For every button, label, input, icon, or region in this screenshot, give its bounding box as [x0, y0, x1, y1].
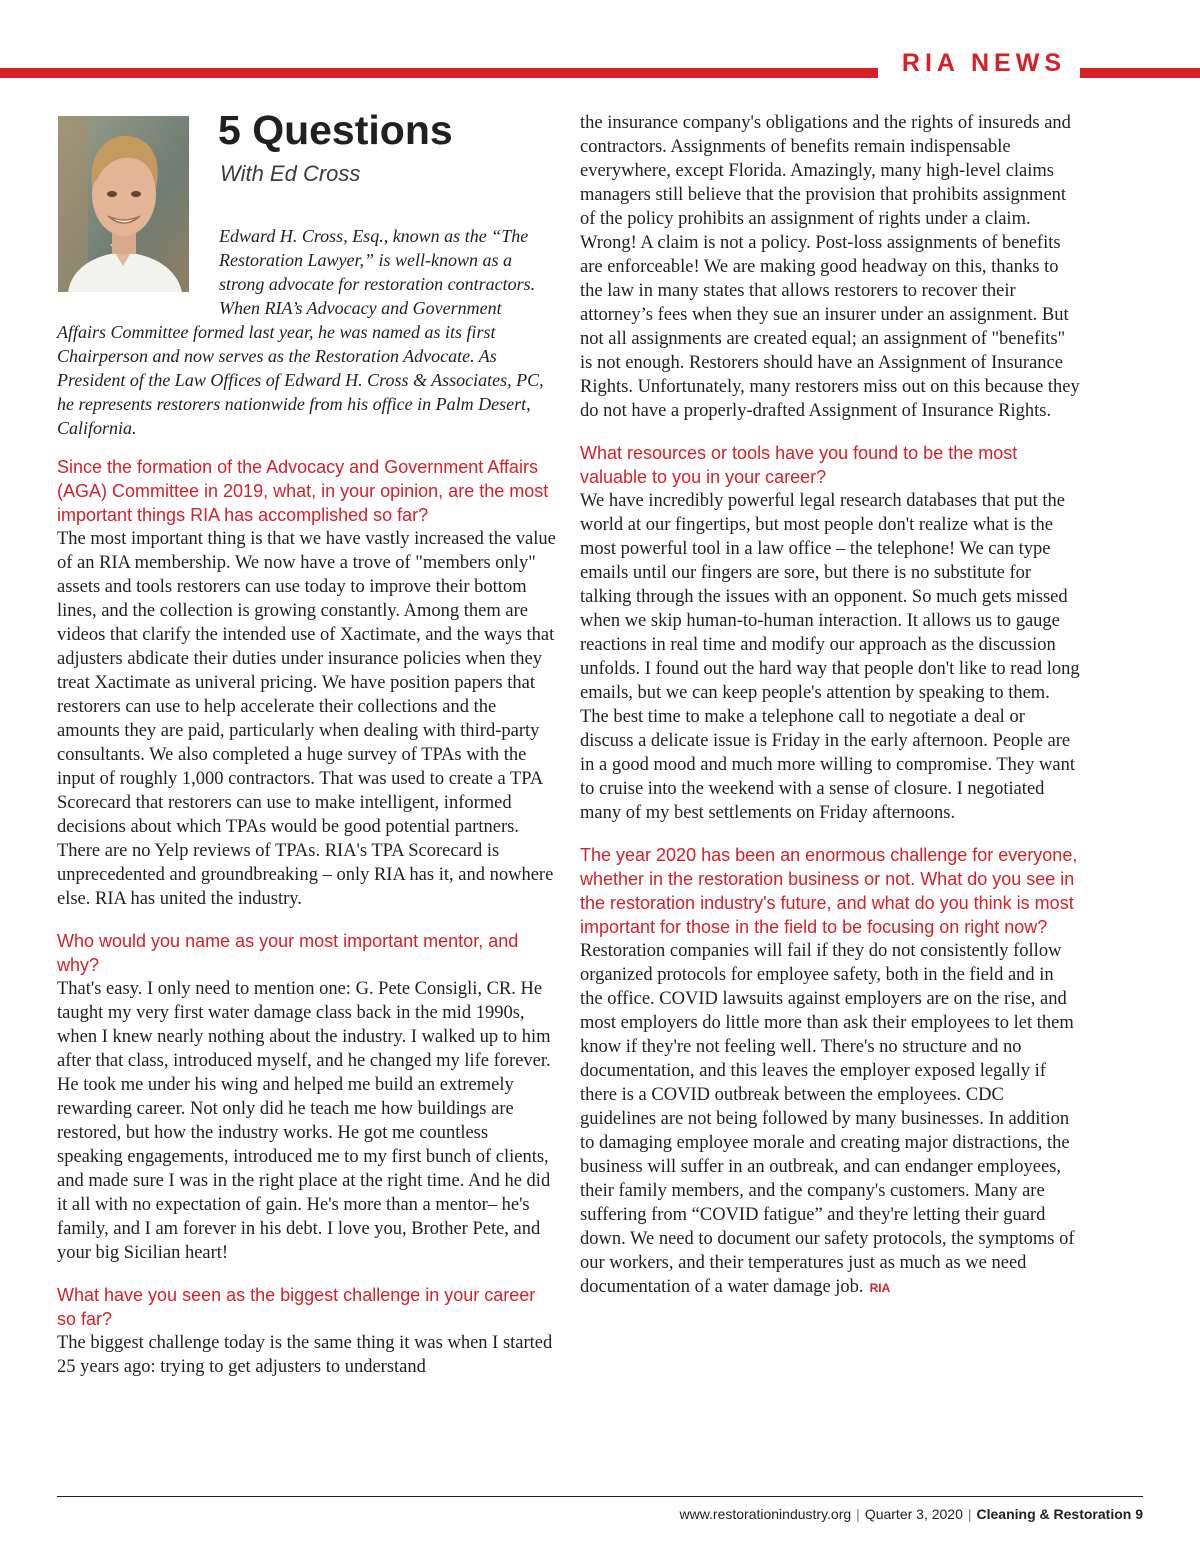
answer-3-part1: The biggest challenge today is the same thing it was when I started 25 years ago: trying to get adjusters to understand — [57, 1333, 553, 1377]
right-column — [580, 111, 1080, 1318]
section-label: RIA NEWS — [878, 46, 1080, 80]
question-3: What have you seen as the biggest challenge in your career so far? — [57, 1285, 536, 1329]
answer-2: That's easy. I only need to mention one: G. Pete Consigli, CR. He taught my very first water damage class back in the mid 1990s, when I knew nearly nothing about the industry. I walked up to him after that class, introduced myself, and he changed my life forever. He took me under his wing and helped me build an extremely rewarding career. Not only did he teach me how buildings are restored, but how the industry works. He got me countless speaking engagements, introduced me to my first bunch of clients, and made sure I was in the right place at the right time. And he did it all with no expectation of gain. He's more than a mentor– he's family, and I am forever in his debt. I love you, Brother Pete, and your big Sicilian heart! — [57, 979, 551, 1263]
answer-4: We have incredibly powerful legal research databases that put the world at our fingertips, but most people don't realize what is the most powerful tool in a law office – the telephone! We can type emails until our fingers are sore, but there is no substitute for talking through the issues with an opponent. So much gets missed when we skip human-to-human interaction. It allows us to gauge reactions in real time and modify our approach as the discussion unfolds. I found out the hard way that people don't like to read long emails, but we can keep people's attention by speaking to them. The best time to make a telephone call to negotiate a deal or discuss a delicate issue is Friday in the early afternoon. People are in a good mood and much more willing to compromise. They want to cruise into the weekend with a sense of closure. I negotiated many of my best settlements on Friday afternoons. — [580, 491, 1080, 823]
footer-separator: | — [967, 1506, 972, 1522]
left-column — [57, 455, 557, 1397]
answer-5-wrap — [580, 939, 1080, 1300]
answer-1: The most important thing is that we have vastly increased the value of an RIA membership. We now have a trove of "members only" assets and tools restorers can use today to improve their bottom lines, and the collection is growing constantly. Among them are videos that clarify the intended use of Xactimate, and the ways that adjusters abdicate their duties under insurance policies when they treat Xactimate as univeral pricing. We have position papers that restorers can use to help accelerate their collections and the amounts they are paid, particularly when dealing with third-party consultants. We also completed a huge survey of TPAs with the input of roughly 1,000 contractors. That was used to create a TPA Scorecard that restorers can use to make intelligent, informed decisions about which TPAs would be good potential partners. There are no Yelp reviews of TPAs. RIA's TPA Scorecard is unprecedented and groundbreaking – only RIA has it, and nowhere else. RIA has united the industry. — [57, 529, 556, 909]
portrait-photo — [58, 116, 189, 292]
portrait-illustration — [58, 116, 189, 292]
footer-rule — [57, 1496, 1143, 1497]
intro-paragraph-part1: Edward H. Cross, Esq., known as the “The Restoration Lawyer,” is well-known as a strong advocate for restoration contractors. When RIA’s Advocacy and Government — [219, 226, 536, 318]
footer-url[interactable]: www.restorationindustry.org — [679, 1506, 852, 1522]
answer-5: Restoration companies will fail if they do not consistently follow organized protocols for employee safety, both in the field and in the office. COVID lawsuits against employers are on the rise, and most employers do little more than ask their employees to let them know if they're not feeling well. There's no structure and no documentation, and this leaves the employer exposed legally if there is a COVID outbreak between the employees. CDC guidelines are not being followed by many businesses. In addition to damaging employee morale and creating major distractions, the business will suffer in an outbreak, and can endanger employees, their family members, and the company's customers. Many are suffering from “COVID fatigue” and they're letting their guard down. We need to document our safety protocols, the symptoms of our workers, and their temperatures just as much as we need documentation of a water damage job. — [580, 941, 1075, 1297]
footer-issue: Quarter 3, 2020 — [864, 1506, 963, 1522]
question-1: Since the formation of the Advocacy and Government Affairs (AGA) Committee in 2019, what, in your opinion, are the most important things RIA has accomplished so far? — [57, 457, 549, 525]
page-number: 9 — [1135, 1506, 1143, 1522]
answer-3-part2: the insurance company's obligations and the rights of insureds and contractors. Assignments of benefits remain indispensable everywhere, except Florida. Amazingly, many high-level claims managers still believe that the provision that prohibits assignment of the policy prohibits an assignment of rights under a claim. Wrong! A claim is not a policy. Post-loss assignments of benefits are enforceable! We are making good headway on this, thanks to the law in many states that allows restorers to recover their attorney’s fees when they sue an insurer under an assignment. But not all assignments are created equal; an assignment of "benefits" is not enough. Restorers should have an Assignment of Insurance Rights. Unfortunately, many restorers miss out on this because they do not have a properly-drafted Assignment of Insurance Rights. — [580, 113, 1080, 421]
end-mark: RIA — [869, 1281, 891, 1295]
question-4: What resources or tools have you found to be the most valuable to you in your career? — [580, 443, 1018, 487]
intro-paragraph-part2: Affairs Committee formed last year, he was named as its first Chairperson and now serves as the Restoration Advocate. As President of the Law Offices of Edward H. Cross & Associates, PC, he represents restorers nationwide from his office in Palm Desert, California. — [57, 322, 544, 438]
article-title: 5 Questions — [218, 107, 453, 153]
page-footer — [679, 1503, 1143, 1525]
footer-magazine: Cleaning & Restoration — [976, 1506, 1132, 1522]
article-subtitle: With Ed Cross — [220, 161, 361, 186]
footer-separator: | — [856, 1506, 860, 1522]
question-5: The year 2020 has been an enormous challenge for everyone, whether in the restoration business or not. What do you see in the restoration industry's future, and what do you think is most important for those in the field to be focusing on right now? — [580, 845, 1078, 937]
question-2: Who would you name as your most important mentor, and why? — [57, 931, 519, 975]
